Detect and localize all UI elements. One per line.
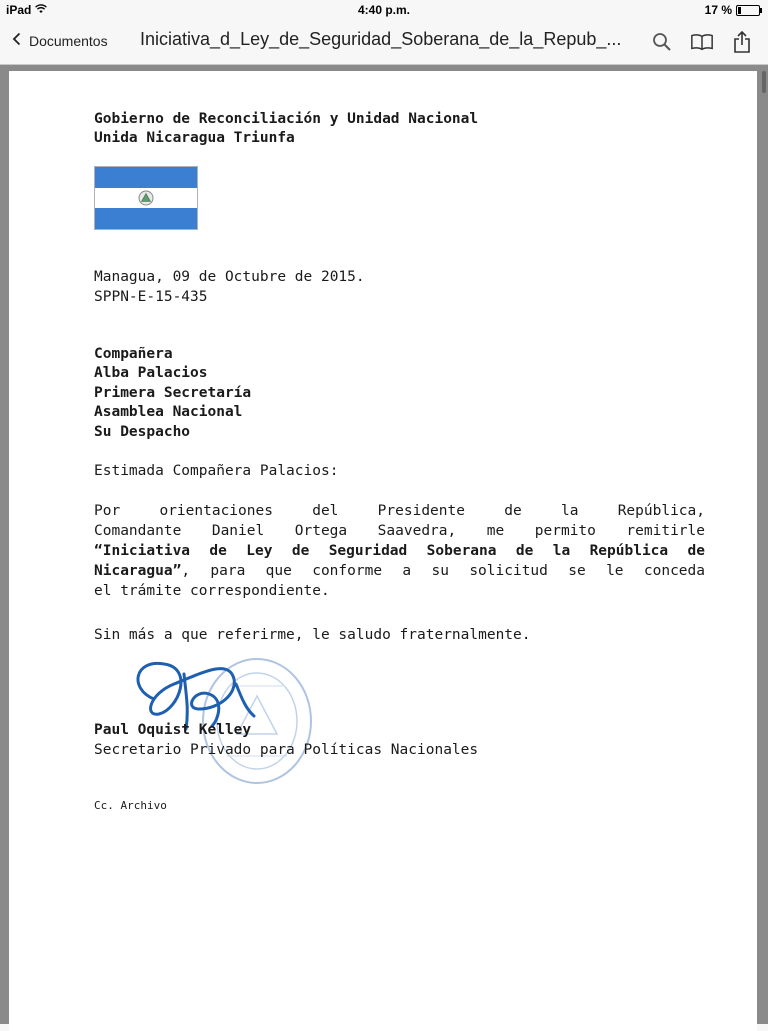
signer-title: Secretario Privado para Políticas Nacionales <box>94 742 479 758</box>
body-paragraph <box>94 501 705 601</box>
document-page <box>9 71 757 1031</box>
header-line-1: Gobierno de Reconciliación y Unidad Nacional <box>94 111 479 127</box>
cc-archive: Cc. Archivo <box>94 799 167 812</box>
body-line-4-rest: , para que conforme a su solicitud se le conceda <box>181 563 705 579</box>
recipient-line-3: Primera Secretaría <box>94 385 252 401</box>
share-icon[interactable] <box>730 30 754 54</box>
back-label: Documentos <box>29 32 108 49</box>
recipient-line-1: Compañera <box>94 346 173 362</box>
recipient-line-4: Asamblea Nacional <box>94 404 243 420</box>
signer-name: Paul Oquist Kelley <box>94 722 252 738</box>
chevron-left-icon <box>12 32 21 49</box>
flag-stripe-bottom <box>95 208 197 229</box>
back-button[interactable] <box>12 32 108 49</box>
nav-bar <box>0 20 768 65</box>
document-viewer[interactable] <box>0 65 768 1024</box>
flag-stripe-top <box>95 167 197 188</box>
status-right <box>705 3 760 17</box>
nicaragua-flag <box>94 166 198 230</box>
closing: Sin más a que referirme, le saludo fraternalmente. <box>94 627 531 643</box>
book-icon[interactable] <box>690 30 714 54</box>
flag-stripe-middle <box>95 188 197 209</box>
coat-of-arms-icon <box>138 190 154 206</box>
battery-percent: 17 % <box>704 3 732 17</box>
body-line-2: Comandante Daniel Ortega Saavedra, me permito remitirle <box>94 523 705 539</box>
device-label: iPad <box>6 3 32 17</box>
scrollbar[interactable] <box>762 71 766 93</box>
recipient-line-2: Alba Palacios <box>94 365 208 381</box>
battery-icon <box>736 5 760 16</box>
recipient-line-5: Su Despacho <box>94 424 191 440</box>
body-line-3: “Iniciativa de Ley de Seguridad Soberana de la República de <box>94 543 705 559</box>
salutation: Estimada Compañera Palacios: <box>94 463 339 479</box>
place-date: Managua, 09 de Octubre de 2015. <box>94 269 365 285</box>
body-line-4 <box>94 561 705 581</box>
body-line-1: Por orientaciones del Presidente de la República, <box>94 503 705 519</box>
status-time: 4:40 p.m. <box>357 3 411 17</box>
nav-icons <box>650 30 754 54</box>
status-bar <box>0 0 768 20</box>
document-title: Iniciativa_d_Ley_de_Seguridad_Soberana_de_la_Repub_... <box>140 29 622 49</box>
body-line-5: el trámite correspondiente. <box>94 583 330 599</box>
body-bold-end: Nicaragua” <box>94 563 182 579</box>
search-icon[interactable] <box>650 30 674 54</box>
reference-number: SPPN-E-15-435 <box>94 289 208 305</box>
battery-fill <box>738 7 741 14</box>
header-line-2: Unida Nicaragua Triunfa <box>94 130 295 146</box>
